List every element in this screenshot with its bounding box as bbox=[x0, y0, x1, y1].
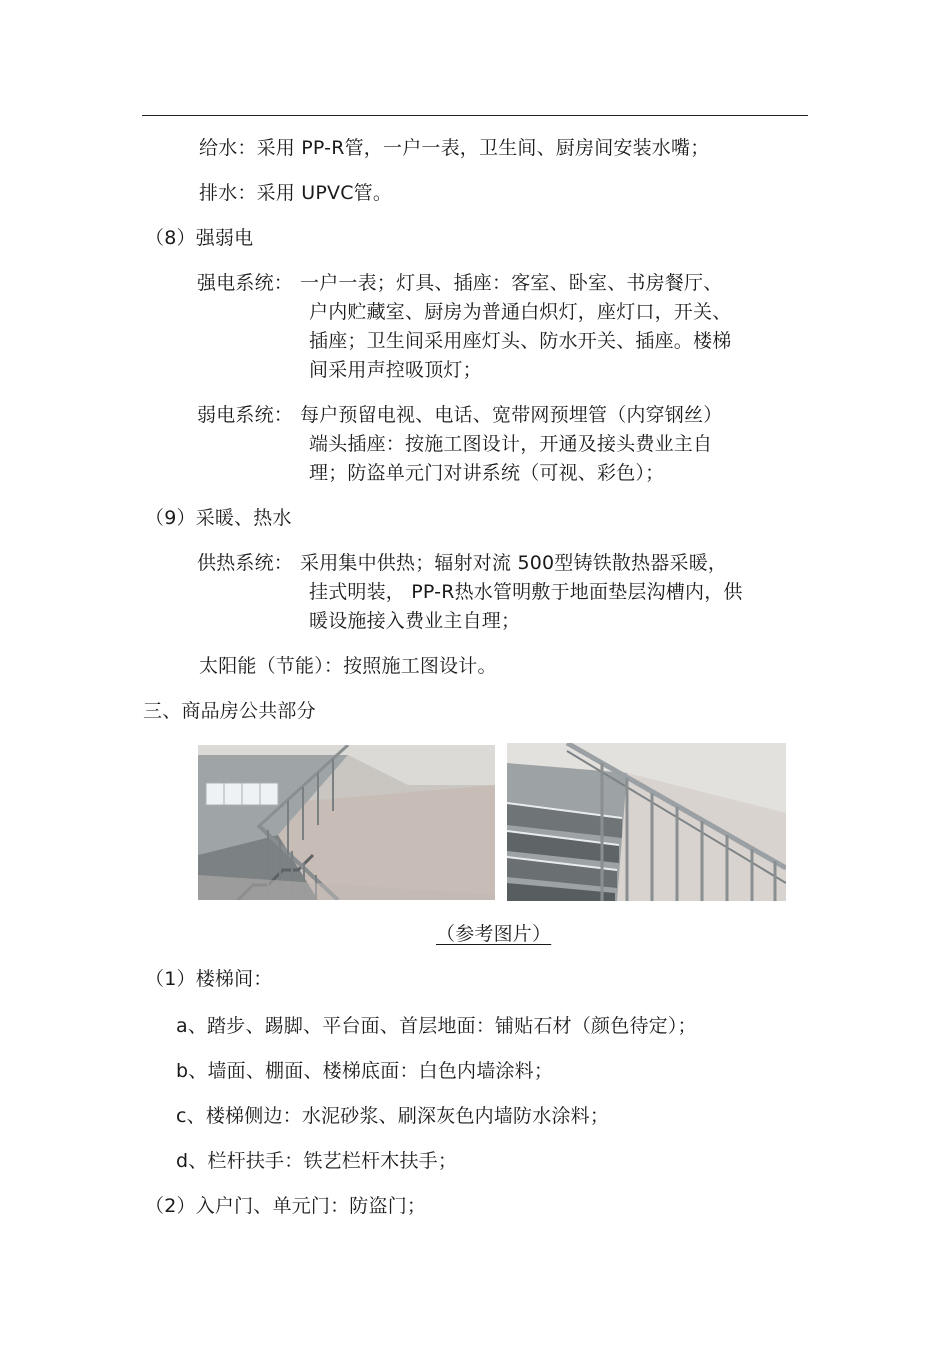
section8-heading: （8）强弱电 bbox=[145, 227, 254, 249]
weak-power-line: 理；防盗单元门对讲系统（可视、彩色）； bbox=[309, 462, 665, 484]
part3-heading: 三、商品房公共部分 bbox=[143, 700, 316, 722]
stairwell-item: d、栏杆扶手：铁艺栏杆木扶手； bbox=[176, 1150, 458, 1172]
solar-line: 太阳能（节能）：按照施工图设计。 bbox=[199, 655, 497, 677]
weak-power-line: 每户预留电视、电话、宽带网预埋管（内穿钢丝） bbox=[300, 404, 723, 426]
stairwell-item: b、墙面、棚面、楼梯底面：白色内墙涂料； bbox=[176, 1060, 554, 1082]
weak-power-line: 端头插座：按施工图设计，开通及接头费业主自 bbox=[309, 433, 713, 455]
photo-caption: （参考图片） bbox=[436, 923, 552, 945]
section9-heading: （9）采暖、热水 bbox=[145, 507, 292, 529]
strong-power-label: 强电系统： bbox=[197, 272, 294, 294]
heating-line: 采用集中供热；辐射对流 500型铸铁散热器采暖， bbox=[300, 552, 728, 574]
strong-power-line: 插座；卫生间采用座灯头、防水开关、插座。楼梯 bbox=[309, 330, 732, 352]
strong-power-line: 户内贮藏室、厨房为普通白炽灯，座灯口，开关、 bbox=[309, 301, 732, 323]
stairwell-photo-left bbox=[198, 745, 495, 900]
heating-line: 挂式明装， PP-R热水管明敷于地面垫层沟槽内，供 bbox=[309, 581, 743, 603]
header-rule bbox=[142, 115, 808, 116]
stairwell-item: a、踏步、踢脚、平台面、首层地面：铺贴石材（颜色待定）； bbox=[176, 1015, 697, 1037]
strong-power-line: 一户一表；灯具、插座：客室、卧室、书房餐厅、 bbox=[300, 272, 723, 294]
water-supply-line: 给水：采用 PP-R管，一户一表，卫生间、厨房间安装水嘴； bbox=[199, 137, 710, 159]
water-drain-line: 排水：采用 UPVC管。 bbox=[199, 182, 393, 204]
strong-power-line: 间采用声控吸顶灯； bbox=[309, 359, 482, 381]
stairwell-photo-right bbox=[507, 743, 786, 901]
door-line: （2）入户门、单元门：防盗门； bbox=[145, 1195, 427, 1217]
weak-power-label: 弱电系统： bbox=[197, 404, 294, 426]
stairwell-heading: （1）楼梯间： bbox=[145, 968, 273, 990]
stairwell-item: c、楼梯侧边：水泥砂浆、刷深灰色内墙防水涂料； bbox=[176, 1105, 610, 1127]
heating-label: 供热系统： bbox=[197, 552, 294, 574]
heating-line: 暖设施接入费业主自理； bbox=[309, 610, 521, 632]
